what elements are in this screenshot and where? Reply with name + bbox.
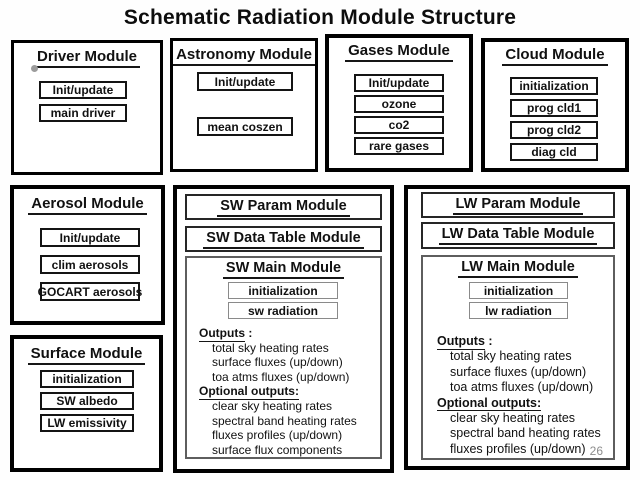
aerosol-button-stack [37,228,143,301]
cloud-block-diag-cld: diag cld [510,143,598,161]
aerosol-block-clim-aerosols: clim aerosols [40,255,140,274]
gases-block-ozone: ozone [354,95,444,113]
sw-outputs-heading: Outputs : [199,326,253,340]
lw-outputs-section [437,334,601,457]
lw-optional-outputs-heading: Optional outputs: [437,395,542,410]
gases-block-co2: co2 [354,116,444,134]
lw-block-lw-radiation: lw radiation [469,302,568,319]
surface-block-lw-emissivity: LW emissivity [40,414,134,432]
sw-main-button-stack [228,282,338,319]
gases-block-rare-gases: rare gases [354,137,444,155]
aerosol-block-gocart-aerosols: GOCART aerosols [40,282,140,301]
gases-module-title: Gases Module [329,42,469,62]
lw-optional-output-item: spectral band heating rates [450,426,601,441]
bullet-dot [31,65,38,72]
module-astronomy [170,38,318,172]
module-aerosol [10,185,165,325]
lw-output-item: surface fluxes (up/down) [450,364,587,379]
astronomy-button-stack [197,72,293,136]
astronomy-block-init-update: Init/update [197,72,293,91]
sw-optional-output-item: spectral band heating rates [212,413,357,428]
astronomy-module-title: Astronomy Module [173,46,315,66]
sw-outputs-section [199,326,357,457]
surface-block-sw-albedo: SW albedo [40,392,134,410]
aerosol-module-title: Aerosol Module [14,195,161,215]
module-lw-group [404,185,630,470]
lw-output-item: toa atms fluxes (up/down) [450,380,594,395]
cloud-block-prog-cld1: prog cld1 [510,99,598,117]
sw-output-item: surface fluxes (up/down) [212,355,343,370]
slide-title: Schematic Radiation Module Structure [123,6,517,29]
gases-block-init-update: Init/update [354,74,444,92]
module-gases [325,34,473,172]
astronomy-block-mean-coszen: mean coszen [197,117,293,136]
sw-optional-outputs-heading: Optional outputs: [199,384,299,399]
driver-module-title: Driver Module [14,48,160,68]
driver-block-main-driver: main driver [39,104,127,122]
sw-block-sw-radiation: sw radiation [228,302,338,319]
cloud-block-prog-cld2: prog cld2 [510,121,598,139]
lw-main-module [421,255,615,460]
lw-output-item: total sky heating rates [450,349,572,364]
cloud-button-stack [510,77,598,161]
gases-button-stack [354,74,444,155]
sw-main-module-title: SW Main Module [187,260,380,279]
surface-module-title: Surface Module [14,345,159,365]
lw-main-button-stack [469,282,568,319]
cloud-module-title: Cloud Module [485,46,625,66]
sw-output-item: toa atms fluxes (up/down) [212,369,350,384]
lw-data-table-module: LW Data Table Module [421,222,615,249]
sw-optional-output-item: clear sky heating rates [212,398,333,413]
lw-main-module-title: LW Main Module [423,259,613,278]
sw-data-table-module: SW Data Table Module [185,226,382,252]
lw-optional-output-item: clear sky heating rates [450,411,576,426]
page-number: 26 [589,444,603,458]
lw-outputs-heading: Outputs : [437,334,493,348]
sw-param-module: SW Param Module [185,194,382,220]
driver-block-init-update: Init/update [39,81,127,99]
driver-button-stack [39,81,127,122]
lw-block-initialization: initialization [469,282,568,299]
sw-optional-output-item: surface flux components [212,442,343,457]
surface-button-stack [40,370,134,432]
sw-output-item: total sky heating rates [212,340,329,355]
module-cloud [481,38,629,172]
lw-optional-output-item: fluxes profiles (up/down) [450,441,586,456]
lw-param-module: LW Param Module [421,192,615,218]
cloud-block-initialization: initialization [510,77,598,95]
aerosol-block-init-update: Init/update [40,228,140,247]
module-sw-group [173,185,394,473]
sw-optional-output-item: fluxes profiles (up/down) [212,428,343,443]
surface-block-initialization: initialization [40,370,134,388]
module-surface [10,335,163,472]
sw-block-initialization: initialization [228,282,338,299]
sw-main-module [185,256,382,459]
module-driver [11,40,163,175]
